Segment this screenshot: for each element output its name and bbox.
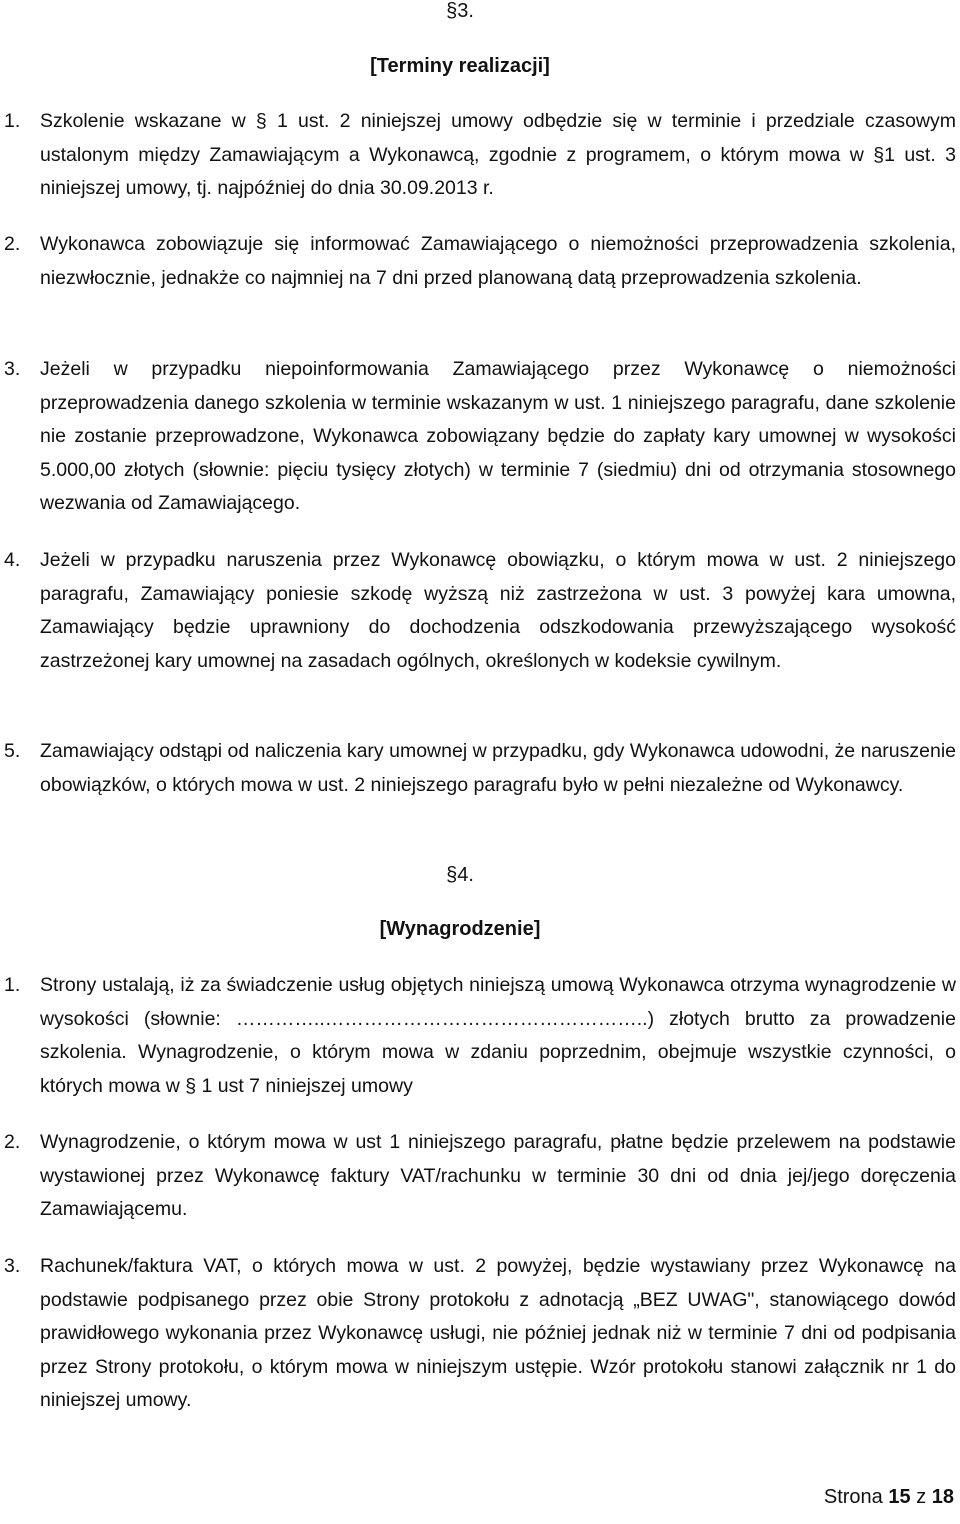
section-3-clause-4 (4, 544, 956, 678)
section-3-clause-3 (4, 353, 956, 521)
section-4-clause-2 (4, 1126, 956, 1227)
section-4-clause-3 (4, 1250, 956, 1418)
clause-text: Strony ustalają, iż za świadczenie usług objętych niniejszą umową Wykonawca otrzyma wynagrodzenie w wysokości (słownie: …………..…………………………………………..) złotych brutto za prowadzenie szkolenia. Wynagrodzenie, o którym mowa w zdaniu poprzednim, obejmuje wszystkie czynności, o których mowa w § 1 ust 7 niniejszej umowy (40, 974, 956, 1097)
footer-total-pages: 18 (931, 1486, 954, 1508)
clause-number: 1. (4, 974, 21, 996)
clause-number: 3. (4, 1255, 21, 1277)
clause-text: Rachunek/faktura VAT, o których mowa w ust. 2 powyżej, będzie wystawiany przez Wykonawcę na podstawie podpisanego przez obie Strony protokołu z adnotacją „BEZ UWAG", stanowiącego dowód prawidłowego wykonania przez Wykonawcę usługi, nie później jednak niż w terminie 7 dni od podpisania przez Strony protokołu, o którym mowa w niniejszym ustępie. Wzór protokołu stanowi załącznik nr 1 do niniejszej umowy. (40, 1255, 956, 1412)
section-4-number: §4. (446, 864, 474, 886)
clause-number: 2. (4, 233, 21, 255)
clause-text: Szkolenie wskazane w § 1 ust. 2 niniejszej umowy odbędzie się w terminie i przedziale czasowym ustalonym między Zamawiającym a Wykonawcą, zgodnie z programem, o którym mowa w §1 ust. 3 niniejszej umowy, tj. najpóźniej do dnia 30.09.2013 r. (40, 110, 956, 200)
clause-text: Jeżeli w przypadku naruszenia przez Wykonawcę obowiązku, o którym mowa w ust. 2 niniejszego paragrafu, Zamawiający poniesie szkodę wyższą niż zastrzeżona w ust. 3 powyżej kara umowna, Zamawiający będzie uprawniony do dochodzenia odszkodowania przewyższającego wysokość zastrzeżonej kary umownej na zasadach ogólnych, określonych w kodeksie cywilnym. (40, 549, 956, 672)
section-3-number: §3. (446, 0, 474, 22)
clause-number: 2. (4, 1131, 21, 1153)
clause-text: Wykonawca zobowiązuje się informować Zamawiającego o niemożności przeprowadzenia szkolenia, niezwłocznie, jednakże co najmniej na 7 dni przed planowaną datą przeprowadzenia szkolenia. (40, 233, 956, 289)
clause-text: Jeżeli w przypadku niepoinformowania Zamawiającego przez Wykonawcę o niemożności przeprowadzenia danego szkolenia w terminie wskazanym w ust. 1 niniejszego paragrafu, dane szkolenie nie zostanie przeprowadzone, Wykonawca zobowiązany będzie do zapłaty kary umownej w wysokości 5.000,00 złotych (słownie: pięciu tysięcy złotych) w terminie 7 (siedmiu) dni od otrzymania stosownego wezwania od Zamawiającego. (40, 358, 956, 515)
clause-text: Wynagrodzenie, o którym mowa w ust 1 niniejszego paragrafu, płatne będzie przelewem na podstawie wystawionej przez Wykonawcę faktury VAT/rachunku w terminie 30 dni od dnia jej/jego doręczenia Zamawiającemu. (40, 1131, 956, 1221)
clause-number: 4. (4, 549, 21, 571)
section-3-clause-1 (4, 105, 956, 206)
clause-number: 5. (4, 740, 21, 762)
footer-prefix: Strona (823, 1486, 883, 1508)
footer-page-number: 15 (888, 1486, 911, 1508)
clause-number: 3. (4, 358, 21, 380)
section-3-clause-5 (4, 735, 956, 802)
clause-text: Zamawiający odstąpi od naliczenia kary umownej w przypadku, gdy Wykonawca udowodni, że naruszenie obowiązków, o których mowa w ust. 2 niniejszego paragrafu było w pełni niezależne od Wykonawcy. (40, 740, 956, 796)
footer-separator: z (916, 1486, 927, 1508)
section-4-clause-1 (4, 969, 956, 1103)
page-footer (824, 1486, 954, 1509)
section-4-title: [Wynagrodzenie] (379, 918, 541, 940)
clause-number: 1. (4, 110, 21, 132)
section-3-clause-2 (4, 228, 956, 295)
section-3-title: [Terminy realizacji] (370, 55, 550, 77)
